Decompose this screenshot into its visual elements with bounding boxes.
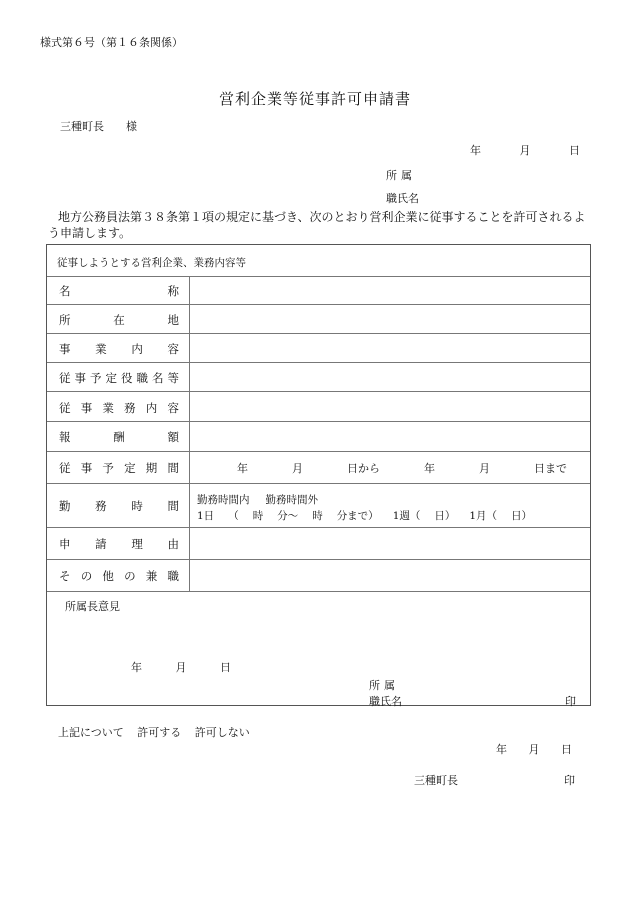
hour-label: 時 xyxy=(312,510,323,522)
row-divider xyxy=(47,483,590,484)
per-month: 1月（ xyxy=(469,510,498,522)
period-from-year: 年 xyxy=(237,462,248,475)
month-days: 日） xyxy=(511,510,533,522)
period-fields xyxy=(237,460,567,476)
application-date xyxy=(470,142,580,158)
row-divider xyxy=(47,333,590,334)
row-divider xyxy=(47,362,590,363)
row-divider xyxy=(47,591,590,592)
week-days: 日） xyxy=(434,510,456,522)
label-reason: 申 請 理 由 xyxy=(59,537,179,551)
date-month: 月 xyxy=(519,144,531,157)
row-divider xyxy=(47,421,590,422)
opinion-name-label: 職氏名 xyxy=(369,695,402,708)
label-period: 従 事 予 定 期 間 xyxy=(59,461,179,475)
label-business: 事 業 内 容 xyxy=(59,342,179,356)
period-from-day: 日から xyxy=(347,462,380,475)
opinion-month: 月 xyxy=(175,661,187,674)
label-work-hours: 勤 務 時 間 xyxy=(59,499,179,513)
table-header: 従事しようとする営利企業、業務内容等 xyxy=(57,257,246,269)
work-hours-detail xyxy=(197,508,546,523)
opinion-date xyxy=(131,659,231,675)
work-hours-inside: 勤務時間内 xyxy=(197,494,250,506)
work-hours-outside: 勤務時間外 xyxy=(265,494,318,506)
date-year: 年 xyxy=(470,144,481,157)
opinion-affiliation: 所属 xyxy=(369,679,399,692)
minute-to: 分まで） xyxy=(336,510,379,522)
decision-date xyxy=(496,741,572,757)
period-from-month: 月 xyxy=(292,462,303,475)
date-day: 日 xyxy=(569,144,580,157)
form-number: 様式第６号（第１６条関係） xyxy=(40,36,183,49)
row-divider xyxy=(47,276,590,277)
mayor-title: 三種町長 xyxy=(414,774,458,787)
decision-approve: 許可する xyxy=(137,726,182,739)
paren-open: （ xyxy=(228,510,239,522)
label-position: 従 事 予 定 役 職 名 等 xyxy=(59,371,179,385)
per-week: 1週（ xyxy=(392,510,421,522)
addressee-name: 三種町長 xyxy=(60,120,104,133)
opinion-day: 日 xyxy=(220,661,231,674)
label-name: 名 称 xyxy=(59,284,179,298)
hour-label: 時 xyxy=(252,510,264,522)
row-divider xyxy=(47,559,590,560)
label-other-jobs: そ の 他 の 兼 職 xyxy=(59,569,179,583)
work-hours-day: 1日 xyxy=(197,510,215,522)
period-to-day: 日まで xyxy=(534,462,567,475)
decision-day: 日 xyxy=(561,743,572,756)
minute-from: 分〜 xyxy=(277,510,299,522)
period-to-month: 月 xyxy=(479,462,490,475)
label-compensation: 報 酬 額 xyxy=(59,430,179,444)
opinion-year: 年 xyxy=(131,661,142,674)
intro-text: 地方公務員法第３８条第１項の規定に基づき、次のとおり営利企業に従事することを許可されるよう申請します。 xyxy=(48,210,586,240)
application-table xyxy=(46,244,591,706)
applicant-affiliation: 所属 xyxy=(386,169,416,182)
applicant-name-label: 職氏名 xyxy=(386,192,419,205)
period-to-year: 年 xyxy=(424,462,435,475)
work-hours-options xyxy=(197,492,318,507)
addressee xyxy=(60,118,137,134)
document-title: 営利企業等従事許可申請書 xyxy=(218,90,411,108)
label-location: 所 在 地 xyxy=(59,313,179,327)
row-divider xyxy=(47,451,590,452)
decision-deny: 許可しない xyxy=(194,726,250,739)
mayor-seal: 印 xyxy=(564,774,575,787)
decision-year: 年 xyxy=(496,743,507,756)
row-divider xyxy=(47,527,590,528)
decision-text: 上記について xyxy=(58,726,124,739)
addressee-honorific: 様 xyxy=(126,120,137,133)
decision-month: 月 xyxy=(528,743,540,756)
opinion-label: 所属長意見 xyxy=(65,600,120,613)
label-duties: 従 事 業 務 内 容 xyxy=(59,401,179,415)
column-divider xyxy=(189,276,190,591)
opinion-seal: 印 xyxy=(565,695,576,708)
decision-line xyxy=(58,724,260,740)
row-divider xyxy=(47,304,590,305)
row-divider xyxy=(47,391,590,392)
